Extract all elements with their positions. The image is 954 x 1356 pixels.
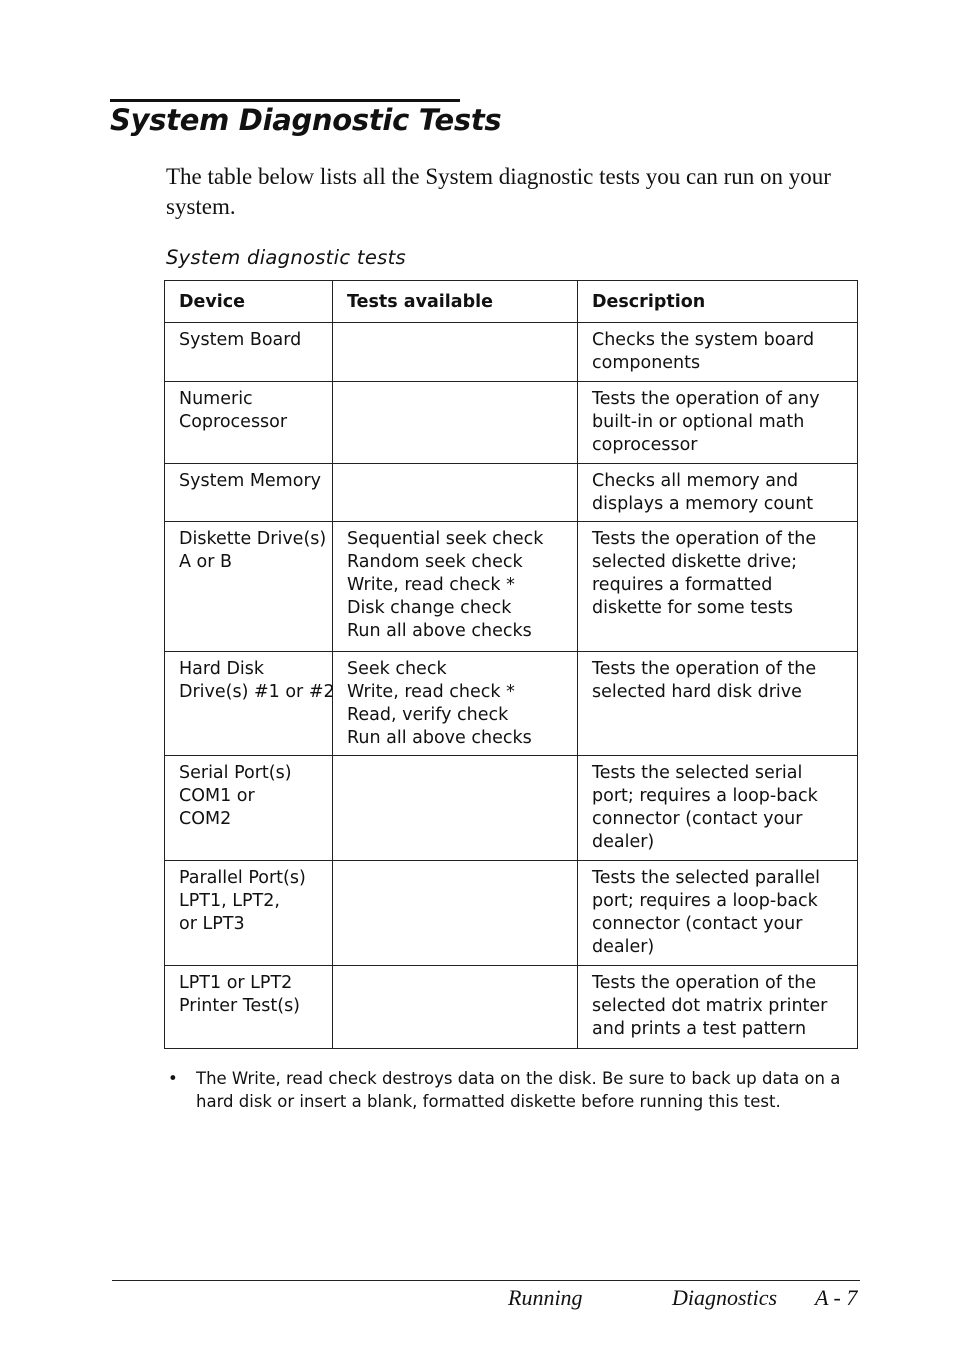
cell-device — [165, 861, 333, 966]
cell-tests-available-line: Write, read check * — [347, 575, 515, 595]
cell-tests-available-line: Random seek check — [347, 552, 523, 572]
cell-description — [578, 861, 858, 966]
cell-description-line: and prints a test pattern — [592, 1019, 807, 1039]
cell-device-line: LPT1 or LPT2 — [179, 973, 293, 993]
cell-device — [165, 652, 333, 756]
table-header-row — [165, 281, 858, 323]
table-row — [165, 382, 858, 464]
cell-description — [578, 522, 858, 652]
intro-paragraph: The table below lists all the System diagnostic tests you can run on your system. — [166, 164, 831, 219]
cell-device-line: Parallel Port(s) — [179, 868, 306, 888]
cell-device — [165, 382, 333, 464]
cell-description-line: Checks all memory and — [592, 471, 799, 491]
cell-tests-available — [333, 323, 578, 382]
table-row — [165, 522, 858, 652]
cell-description-line: Tests the operation of the — [592, 659, 817, 679]
cell-tests-available — [333, 464, 578, 522]
cell-description-line: Checks the system board — [592, 330, 815, 350]
footer-section-word-1: Running — [508, 1285, 583, 1310]
cell-device-line: Printer Test(s) — [179, 996, 301, 1016]
cell-description-line: dealer) — [592, 937, 655, 957]
header-device: Device — [165, 281, 333, 323]
cell-description-line: displays a memory count — [592, 494, 814, 514]
cell-description-line: Tests the selected parallel — [592, 868, 820, 888]
cell-device — [165, 464, 333, 522]
cell-tests-available-line: Write, read check * — [347, 682, 515, 702]
cell-device — [165, 756, 333, 861]
cell-description-line: requires a formatted — [592, 575, 773, 595]
cell-tests-available-line: Seek check — [347, 659, 447, 679]
cell-description — [578, 464, 858, 522]
cell-tests-available-line: Run all above checks — [347, 728, 532, 748]
cell-device-line: Diskette Drive(s) — [179, 529, 327, 549]
cell-description — [578, 756, 858, 861]
header-description: Description — [578, 281, 858, 323]
cell-device — [165, 966, 333, 1049]
cell-tests-available-line: Read, verify check — [347, 705, 509, 725]
cell-description-line: dealer) — [592, 832, 655, 852]
cell-device-line: Drive(s) #1 or #2 — [179, 682, 335, 702]
table-row — [165, 464, 858, 522]
cell-tests-available — [333, 652, 578, 756]
cell-description-line: Tests the operation of the — [592, 973, 817, 993]
footnote-marker: • — [168, 1069, 178, 1088]
cell-device-line: Coprocessor — [179, 412, 288, 432]
cell-device-line: System Memory — [179, 471, 321, 491]
cell-device-line: Hard Disk — [179, 659, 265, 679]
cell-device-line: COM2 — [179, 809, 232, 829]
cell-tests-available — [333, 522, 578, 652]
diagnostic-tests-table — [164, 280, 858, 1049]
cell-tests-available-line: Run all above checks — [347, 621, 532, 641]
cell-tests-available-line: Disk change check — [347, 598, 512, 618]
cell-description-line: connector (contact your — [592, 809, 803, 829]
cell-description — [578, 382, 858, 464]
cell-tests-available — [333, 382, 578, 464]
header-tests-available: Tests available — [333, 281, 578, 323]
cell-description-line: port; requires a loop-back — [592, 786, 818, 806]
cell-tests-available — [333, 966, 578, 1049]
table-row — [165, 756, 858, 861]
cell-description-line: components — [592, 353, 701, 373]
cell-tests-available-line: Sequential seek check — [347, 529, 544, 549]
cell-tests-available — [333, 756, 578, 861]
cell-description-line: Tests the operation of any — [592, 389, 820, 409]
table-row — [165, 652, 858, 756]
table-caption: System diagnostic tests — [166, 246, 406, 269]
cell-device-line: A or B — [179, 552, 233, 572]
footer-rule — [112, 1280, 860, 1281]
cell-description-line: Tests the selected serial — [592, 763, 803, 783]
footer-page-number: A - 7 — [815, 1285, 858, 1310]
cell-device-line: or LPT3 — [179, 914, 245, 934]
cell-description-line: built-in or optional math — [592, 412, 805, 432]
cell-device-line: System Board — [179, 330, 302, 350]
footnote-text: The Write, read check destroys data on the disk. Be sure to back up data on a hard disk or insert a blank, formatted diskette before running this test. — [196, 1069, 841, 1111]
cell-device-line: LPT1, LPT2, — [179, 891, 280, 911]
table-body — [165, 323, 858, 1049]
cell-device — [165, 323, 333, 382]
cell-description-line: selected diskette drive; — [592, 552, 798, 572]
cell-device-line: Numeric — [179, 389, 253, 409]
cell-description-line: diskette for some tests — [592, 598, 793, 618]
cell-device-line: Serial Port(s) — [179, 763, 292, 783]
cell-description — [578, 652, 858, 756]
cell-description-line: Tests the operation of the — [592, 529, 817, 549]
cell-description-line: port; requires a loop-back — [592, 891, 818, 911]
cell-description-line: coprocessor — [592, 435, 698, 455]
cell-description — [578, 323, 858, 382]
cell-description-line: connector (contact your — [592, 914, 803, 934]
cell-description-line: selected hard disk drive — [592, 682, 802, 702]
cell-description — [578, 966, 858, 1049]
table-row — [165, 323, 858, 382]
table-row — [165, 861, 858, 966]
cell-device-line: COM1 or — [179, 786, 255, 806]
footer-section-word-2: Diagnostics — [672, 1285, 778, 1310]
cell-tests-available — [333, 861, 578, 966]
page-heading: System Diagnostic Tests — [110, 103, 502, 137]
table-row — [165, 966, 858, 1049]
cell-device — [165, 522, 333, 652]
cell-description-line: selected dot matrix printer — [592, 996, 828, 1016]
